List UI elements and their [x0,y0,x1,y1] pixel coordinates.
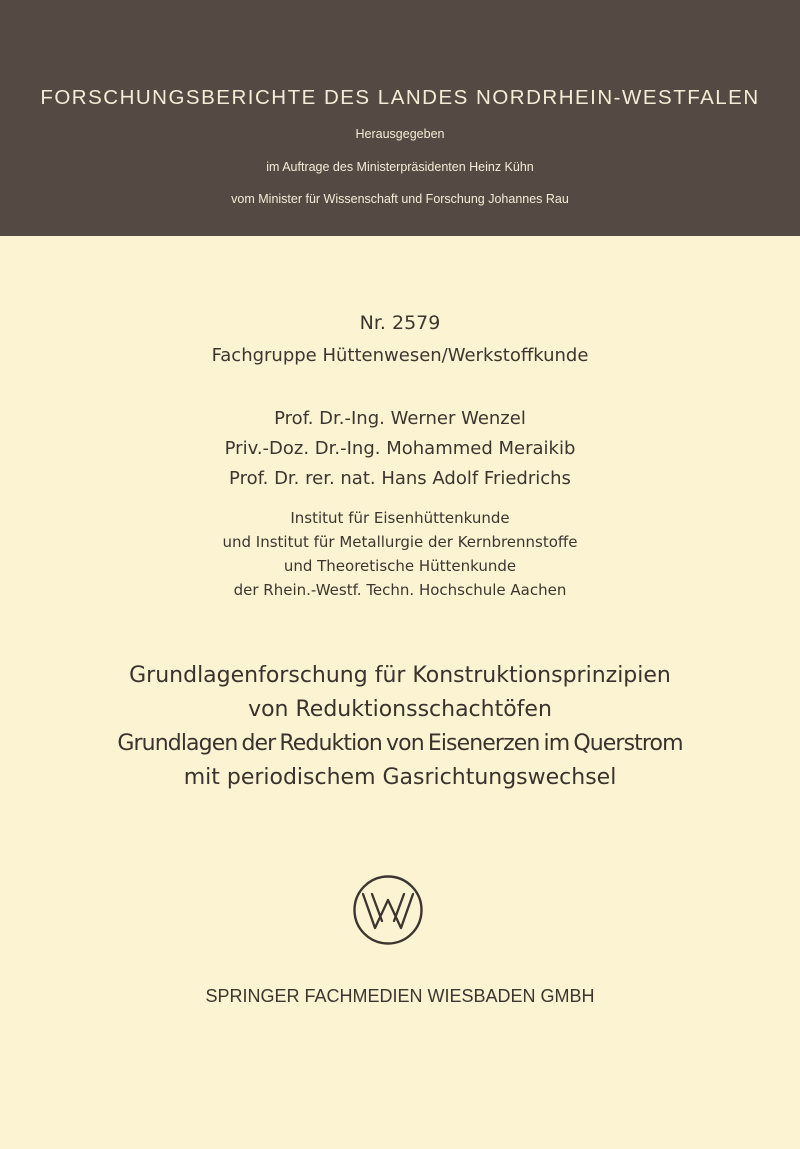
publisher-name: SPRINGER FACHMEDIEN WIESBADEN GMBH [205,986,595,1006]
title-line-3: Grundlagen der Reduktion von Eisenerzen im Querstrom [117,731,683,756]
header-band [0,0,800,236]
subject-group: Fachgruppe Hüttenwesen/Werkstoffkunde [211,345,589,366]
institute-line-4: der Rhein.-Westf. Techn. Hochschule Aachen [233,581,567,599]
report-number: Nr. 2579 [359,312,441,334]
author-1: Prof. Dr.-Ing. Werner Wenzel [274,408,526,429]
header-line-2: im Auftrage des Ministerpräsidenten Heinz Kühn [266,160,534,174]
title-line-1: Grundlagenforschung für Konstruktionsprinzipien [129,663,671,688]
title-line-2: von Reduktionsschachtöfen [248,697,552,722]
author-list [0,404,800,494]
report-title [0,659,800,795]
author-3: Prof. Dr. rer. nat. Hans Adolf Friedrichs [229,468,571,489]
institute-line-2: und Institut für Metallurgie der Kernbrennstoffe [222,533,578,551]
header-line-1: Herausgegeben [355,127,445,141]
institute-block [0,506,800,602]
institute-line-1: Institut für Eisenhüttenkunde [290,509,510,527]
header-line-3: vom Minister für Wissenschaft und Forschung Johannes Rau [231,192,569,206]
ww-logo-icon [352,874,424,946]
author-2: Priv.-Doz. Dr.-Ing. Mohammed Meraikib [224,438,576,459]
institute-line-3: und Theoretische Hüttenkunde [283,557,517,575]
title-line-4: mit periodischem Gasrichtungswechsel [183,765,617,790]
series-title: FORSCHUNGSBERICHTE DES LANDES NORDRHEIN-WESTFALEN [40,86,760,109]
